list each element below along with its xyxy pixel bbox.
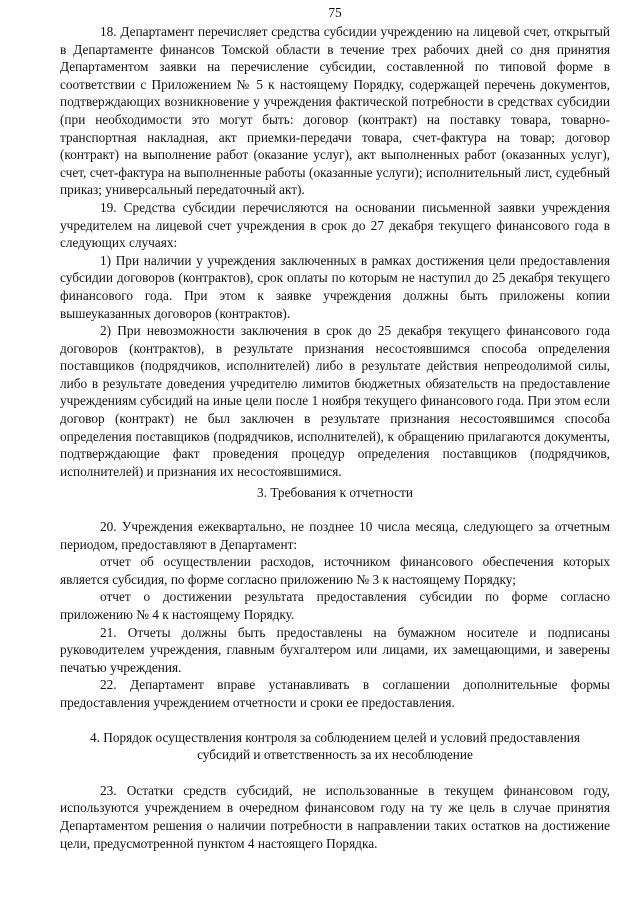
paragraph-19: 19. Средства субсидии перечисляются на основании письменной заявки учреждения учредителем на лицевой счет учреждения в срок до 27 декабря текущего финансового года в следующих случаях: xyxy=(60,199,610,251)
paragraph-23: 23. Остатки средств субсидий, не использованные в текущем финансовом году, используются учреждением в очередном финансовом году на ту же цель в случае принятия Департаментом решения о наличии потребности в направлении таких остатков на достижение цели, предусмотренной пунктом 4 настоящего Порядка. xyxy=(60,782,610,851)
paragraph-19-item-1: 1) При наличии у учреждения заключенных в рамках достижения цели предоставления субсидии договоров (контрактов), срок оплаты по которым не наступил до 25 декабря текущего финансового года. При этом к заявке учреждения должны быть приложены копии вышеуказанных договоров (контрактов). xyxy=(60,252,610,321)
section-3-heading: 3. Требования к отчетности xyxy=(257,485,413,501)
paragraph-21: 21. Отчеты должны быть предоставлены на бумажном носителе и подписаны руководителем учреждения, главным бухгалтером или лицами, их замещающими, и заверены печатью учреждения. xyxy=(60,624,610,675)
paragraph-18: 18. Департамент перечисляет средства субсидии учреждению на лицевой счет, открытый в Департаменте финансов Томской области в течение трех рабочих дней со дня принятия Департаментом заявки на перечисление субсидии, составленной по типовой форме в соответствии с Приложением № 5 к настоящему Порядку, содержащей перечень документов, подтверждающих возникновение у учреждения фактической потребности в средствах субсидии (при необходимости это могут быть: договор (контракт) на поставку товара, товарно-транспортная накладная, акт приемки-передачи товара, счет-фактура на товар; договор (контракт) на выполнение работ (оказание услуг), акт выполненных работ (оказанных услуг), счет, счет-фактура на выполненные работы (оказанные услуги); исполнительный лист, судебный приказ; универсальный передаточный акт). xyxy=(60,24,610,198)
paragraph-20: 20. Учреждения ежеквартально, не позднее 10 числа месяца, следующего за отчетным периодом, предоставляют в Департамент: xyxy=(60,519,610,552)
paragraph-20-item-results-report: отчет о достижении результата предоставления субсидии по форме согласно приложению № 4 к настоящему Порядку. xyxy=(60,589,610,622)
section-4-heading-line-2: субсидий и ответственность за их несоблюдение xyxy=(197,747,473,763)
page-number: 75 xyxy=(328,5,342,20)
section-4-heading-line-1: 4. Порядок осуществления контроля за соблюдением целей и условий предоставления xyxy=(89,729,581,745)
paragraph-19-item-2: 2) При невозможности заключения в срок до 25 декабря текущего финансового года договоров (контрактов), в результате признания несостоявшимся способа определения поставщиков (подрядчиков, исполнителей) либо в результате действия непреодолимой силы, либо в результате доведения учредителю лимитов бюджетных обязательств на предоставление учреждениям субсидий на иные цели после 1 ноября текущего финансового года. При этом если договор (контракт) не был заключен в результате признания несостоявшимся способа определения поставщиков (подрядчиков, исполнителей), к обращению прилагаются документы, подтверждающие факт проведения процедур определения поставщиков (подрядчиков, исполнителей) и признания их несостоявшимися. xyxy=(60,323,610,479)
paragraph-20-item-expenses-report: отчет об осуществлении расходов, источником финансового обеспечения которых является субсидия, по форме согласно приложению № 3 к настоящему Порядку; xyxy=(60,554,610,587)
section-4-heading xyxy=(60,729,610,764)
paragraph-22: 22. Департамент вправе устанавливать в соглашении дополнительные формы предоставления учреждением отчетности и сроки ее предоставления. xyxy=(60,677,610,710)
document-page xyxy=(60,0,610,852)
